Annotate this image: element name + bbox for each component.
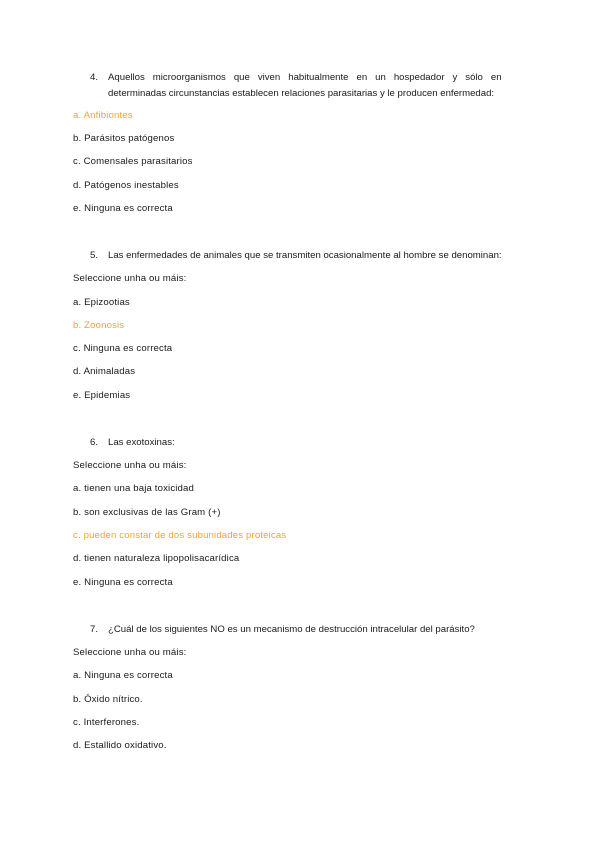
question-number: 7. bbox=[90, 624, 99, 635]
question-4-header bbox=[90, 70, 530, 102]
instruction-text: Seleccione unha ou máis: bbox=[73, 647, 187, 658]
answer-option[interactable]: b. Parásitos patógenos bbox=[73, 133, 175, 144]
answer-option[interactable]: d. Estallido oxidativo. bbox=[73, 740, 167, 751]
answer-option-correct[interactable]: b. Zoonosis bbox=[73, 320, 125, 331]
question-number: 5. bbox=[90, 250, 99, 261]
answer-option[interactable]: d. Patógenos inestables bbox=[73, 180, 179, 191]
question-number: 6. bbox=[90, 437, 99, 448]
answer-option[interactable]: d. Animaladas bbox=[73, 366, 136, 377]
instruction-text: Seleccione unha ou máis: bbox=[73, 273, 187, 284]
question-text-line: determinadas circunstancias establecen relaciones parasitarias y le producen enfermedad: bbox=[108, 88, 495, 99]
answer-option[interactable]: a. Epizootias bbox=[73, 297, 130, 308]
instruction-text: Seleccione unha ou máis: bbox=[73, 460, 187, 471]
answer-option[interactable]: c. Interferones. bbox=[73, 717, 140, 728]
question-6-header bbox=[90, 435, 530, 451]
answer-option[interactable]: d. tienen naturaleza lipopolisacarídica bbox=[73, 553, 240, 564]
question-text-line: Las exotoxinas: bbox=[108, 437, 175, 448]
question-text-line: Las enfermedades de animales que se transmiten ocasionalmente al hombre se denominan: bbox=[108, 250, 502, 261]
answer-option[interactable]: e. Epidemias bbox=[73, 390, 131, 401]
question-7-header bbox=[90, 622, 530, 638]
answer-option[interactable]: b. Óxido nítrico. bbox=[73, 694, 143, 705]
question-text-line: Aquellos microorganismos que viven habitualmente en un hospedador y sólo en bbox=[108, 72, 502, 83]
answer-option[interactable]: e. Ninguna es correcta bbox=[73, 203, 173, 214]
answer-option[interactable]: e. Ninguna es correcta bbox=[73, 577, 173, 588]
answer-option[interactable]: a. Ninguna es correcta bbox=[73, 670, 173, 681]
answer-option-correct[interactable]: a. Anfibiontes bbox=[73, 110, 133, 121]
answer-option[interactable]: b. son exclusivas de las Gram (+) bbox=[73, 507, 221, 518]
answer-option[interactable]: c. Comensales parasitarios bbox=[73, 156, 193, 167]
answer-option[interactable]: c. Ninguna es correcta bbox=[73, 343, 173, 354]
question-text-line: ¿Cuál de los siguientes NO es un mecanismo de destrucción intracelular del parásito? bbox=[108, 624, 475, 635]
answer-option-correct[interactable]: c. pueden constar de dos subunidades proteicas bbox=[73, 530, 287, 541]
question-number: 4. bbox=[90, 72, 99, 83]
question-5-header bbox=[90, 248, 530, 264]
answer-option[interactable]: a. tienen una baja toxicidad bbox=[73, 483, 195, 494]
